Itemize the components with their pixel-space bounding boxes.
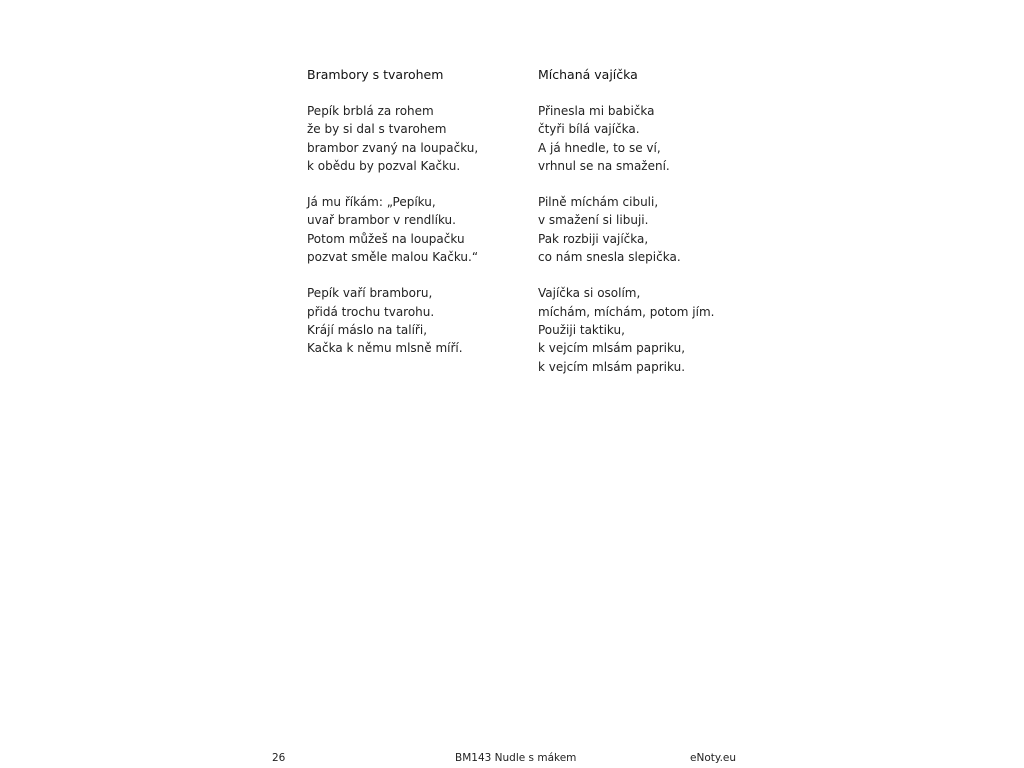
poem-line: brambor zvaný na loupačku, <box>307 140 479 155</box>
poem-line: Vajíčka si osolím, <box>538 286 641 301</box>
poem-line: uvař brambor v rendlíku. <box>307 213 456 228</box>
poem-line: Pepík vaří bramboru, <box>307 286 433 301</box>
stanza <box>538 193 758 266</box>
stanza <box>307 193 527 266</box>
poem-line: A já hnedle, to se ví, <box>538 140 661 155</box>
page-number: 26 <box>272 752 286 764</box>
poem-line: Pepík brblá za rohem <box>307 104 434 118</box>
poem-line: čtyři bílá vajíčka. <box>538 122 640 137</box>
poem-line: pozvat směle malou Kačku.“ <box>307 250 479 265</box>
poem-line: co nám snesla slepička. <box>538 250 681 265</box>
website-label: eNoty.eu <box>690 752 737 764</box>
poem-line: Pak rozbiji vajíčka, <box>538 231 649 246</box>
poem-michana-vajicka <box>538 66 758 394</box>
stanza <box>307 102 527 175</box>
poem-title: Míchaná vajíčka <box>538 67 638 82</box>
poem-line: v smažení si libuji. <box>538 213 649 228</box>
poem-line: Pilně míchám cibuli, <box>538 195 659 210</box>
poem-title: Brambory s tvarohem <box>307 67 444 82</box>
poem-line: Přinesla mi babička <box>538 104 655 118</box>
poem-brambory-s-tvarohem <box>307 66 527 376</box>
poem-line: k vejcím mlsám papriku, <box>538 341 686 356</box>
poem-line: vrhnul se na smažení. <box>538 158 670 173</box>
poem-line: přidá trochu tvarohu. <box>307 304 435 319</box>
poem-line: Potom můžeš na loupačku <box>307 231 465 246</box>
poem-line: že by si dal s tvarohem <box>307 122 447 137</box>
poem-line: Kačka k němu mlsně míří. <box>307 341 463 356</box>
stanza <box>538 284 758 375</box>
poem-line: Já mu říkám: „Pepíku, <box>307 195 436 210</box>
stanza <box>307 284 527 357</box>
poem-line: k vejcím mlsám papriku. <box>538 359 686 374</box>
poem-line: k obědu by pozval Kačku. <box>307 158 461 173</box>
poem-line: míchám, míchám, potom jím. <box>538 304 715 319</box>
stanza <box>538 102 758 175</box>
book-title: BM143 Nudle s mákem <box>455 752 577 764</box>
poem-line: Krájí máslo na talíři, <box>307 322 428 337</box>
poem-line: Použiji taktiku, <box>538 322 625 337</box>
